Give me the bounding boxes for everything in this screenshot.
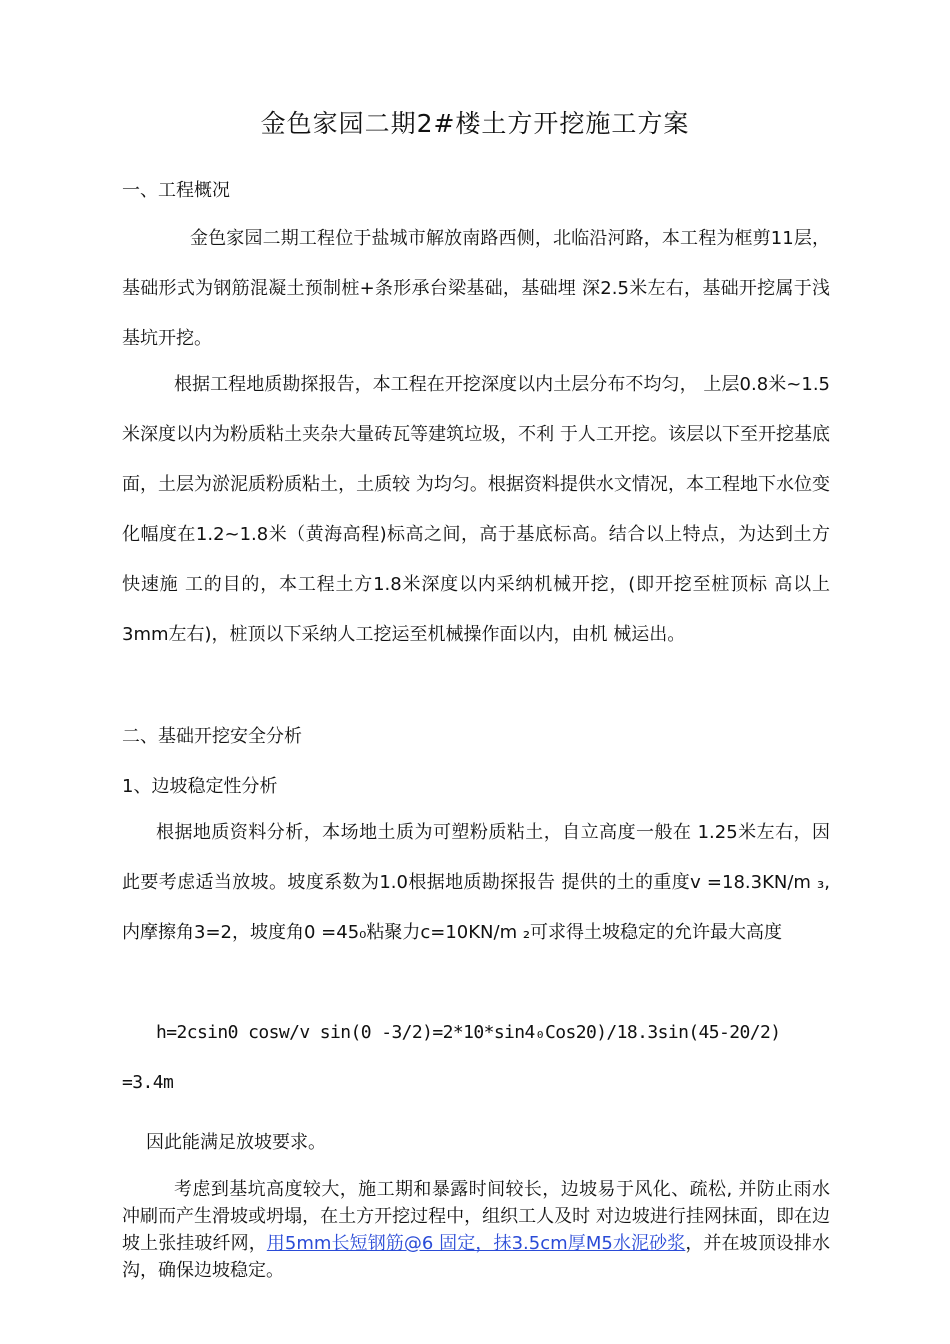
slope-protection-text-end: ，并在坡顶设排水沟，确保边坡稳定。 — [122, 1233, 831, 1281]
formula-line-1: h=2csin0 cosw/v sin(0 -3/2)=2*10*sin4₀Cos20)/18.3sin(45-20/2) — [156, 1022, 781, 1043]
slope-protection-paragraph — [122, 1176, 830, 1284]
section-heading-safety-analysis: 二、基础开挖安全分析 — [122, 726, 302, 747]
height-formula — [122, 1008, 830, 1108]
slope-conclusion: 因此能满足放坡要求。 — [146, 1132, 326, 1153]
section-heading-overview: 一、工程概况 — [122, 180, 230, 201]
overview-paragraph-1: 金色家园二期工程位于盐城市解放南路西侧，北临沿河路，本工程为框剪11层，基础形式为钢筋混凝土预制桩+条形承台梁基础，基础埋 深2.5米左右，基础开挖属于浅基坑开挖。 — [122, 228, 830, 349]
page-title: 金色家园二期2#楼土方开挖施工方案 — [260, 109, 690, 138]
slope-protection-text-start: 考虑到基坑高度较大，施工期和暴露时间较长，边坡易于风化、疏松, 并防止雨水冲刷而产生滑坡或坍塌，在土方开挖过程中，组织工人及时 对边坡进行挂网抹面，即在边坡上张挂玻纤网， — [122, 1179, 830, 1254]
overview-paragraph-2: 根据工程地质勘探报告，本工程在开挖深度以内土层分布不均匀， 上层0.8米~1.5米深度以内为粉质粘土夹杂大量砖瓦等建筑垃圾，不利 于人工开挖。该层以下至开挖基底面，土层为淤泥质粉质粘土，土质较 为均匀。根据资料提供水文情况，本工程地下水位变化幅度在1.2~1.8米（黄海高程)标高之间，高于基底标高。结合以上特点，为达到土方快速施 工的目的，本工程土方1.8米深度以内采纳机械开挖，(即开挖至桩顶标 高以上3mm左右)，桩顶以下采纳人工挖运至机械操作面以内，由机 械运出。 — [122, 374, 830, 645]
reinforcement-link[interactable]: 用5mm长短钢筋@6 固定，抹3.5cm厚M5水泥砂浆 — [266, 1233, 686, 1254]
formula-line-2: =3.4m — [122, 1072, 174, 1093]
slope-analysis-paragraph: 根据地质资料分析，本场地土质为可塑粉质粘土，自立高度一般在 1.25米左右，因此要考虑适当放坡。坡度系数为1.0根据地质勘探报告 提供的土的重度v =18.3KN/m ₃,内摩擦角3=2，坡度角0 =45₀粘聚力c=10KN/m ₂可求得土坡稳定的允许最大高度 — [122, 822, 830, 943]
subsection-heading-slope-stability: 1、边坡稳定性分析 — [122, 776, 278, 797]
